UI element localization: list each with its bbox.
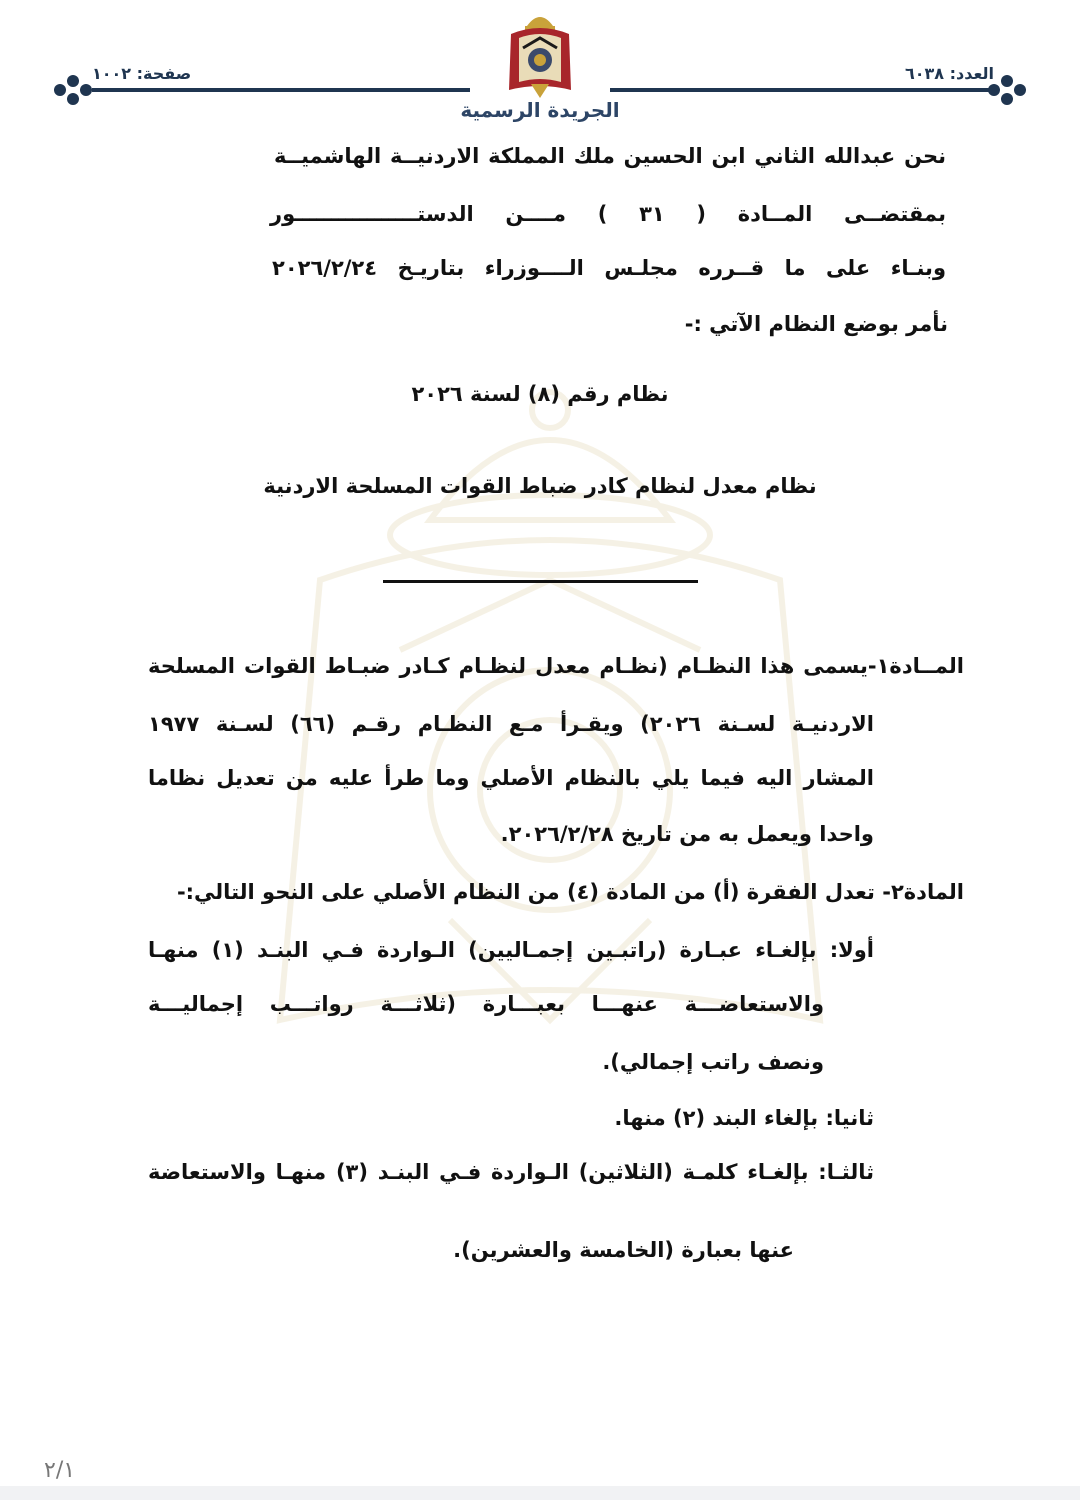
preamble-line-1: نحن عبدالله الثاني ابن الحسين ملك المملكة الاردنيــة الهاشميــة	[274, 144, 946, 168]
page-counter: ٢/١	[44, 1458, 76, 1483]
preamble-line-2: بمقتضــى المــادة ( ٣١ ) مــــن الدستـــــــــــــــــور	[270, 202, 946, 226]
article1-line-1: المــادة١-يسمى هذا النظـام (نظـام معدل لنظـام كـادر ضبـاط القوات المسلحة	[148, 654, 964, 678]
knot-ornament-left	[52, 72, 94, 108]
item1-line-2: والاستعاضـــة عنهـــا بعبـــارة (ثلاثـــة رواتـــب إجماليـــة	[148, 992, 824, 1016]
preamble-line-4: نأمر بوضع النظام الآتي :-	[684, 312, 948, 336]
article1-line-2: الاردنيـة لسـنة ٢٠٢٦) ويقـرأ مـع النظـام رقـم (٦٦) لسـنة ١٩٧٧	[148, 712, 874, 736]
article1-line-4: واحدا ويعمل به من تاريخ ٢٠٢٦/٢/٢٨.	[500, 822, 874, 846]
gazette-title: الجريدة الرسمية	[460, 98, 620, 122]
item3-line-1: ثالثـا: بإلغـاء كلمـة (الثلاثين) الـواردة فـي البنـد (٣) منهـا والاستعاضة	[148, 1160, 874, 1184]
issue-number: العدد: ٦٠٣٨	[904, 64, 994, 83]
preamble-line-3: وبنـاء على ما قــرره مجلـس الــــوزراء بتاريـخ ٢٠٢٦/٢/٢٤	[272, 256, 946, 280]
regulation-number: نظام رقم (٨) لسنة ٢٠٢٦	[411, 382, 669, 406]
item3-line-2: عنها بعبارة (الخامسة والعشرين).	[453, 1238, 794, 1262]
regulation-title: نظام معدل لنظام كادر ضباط القوات المسلحة الاردنية	[263, 474, 817, 498]
bottom-toolbar-strip	[0, 1486, 1080, 1500]
section-divider	[383, 580, 698, 583]
header-rule-left	[92, 88, 470, 92]
article2-intro: المادة٢- تعدل الفقرة (أ) من المادة (٤) من النظام الأصلي على النحو التالي:-	[176, 880, 964, 904]
page-number: صفحة: ١٠٠٢	[92, 64, 192, 83]
item1-line-1: أولا: بإلغـاء عبـارة (راتبـين إجمـاليين) الـواردة فـي البنـد (١) منهـا	[148, 938, 874, 962]
header-rule-right	[610, 88, 998, 92]
coat-of-arms-watermark	[200, 320, 900, 1080]
item1-line-3: ونصف راتب إجمالي).	[602, 1050, 824, 1074]
item2-line: ثانيا: بإلغاء البند (٢) منها.	[614, 1106, 874, 1130]
article1-line-3: المشار اليه فيما يلي بالنظام الأصلي وما طرأ عليه من تعديل نظاما	[148, 766, 874, 790]
coat-of-arms-emblem	[505, 8, 575, 100]
